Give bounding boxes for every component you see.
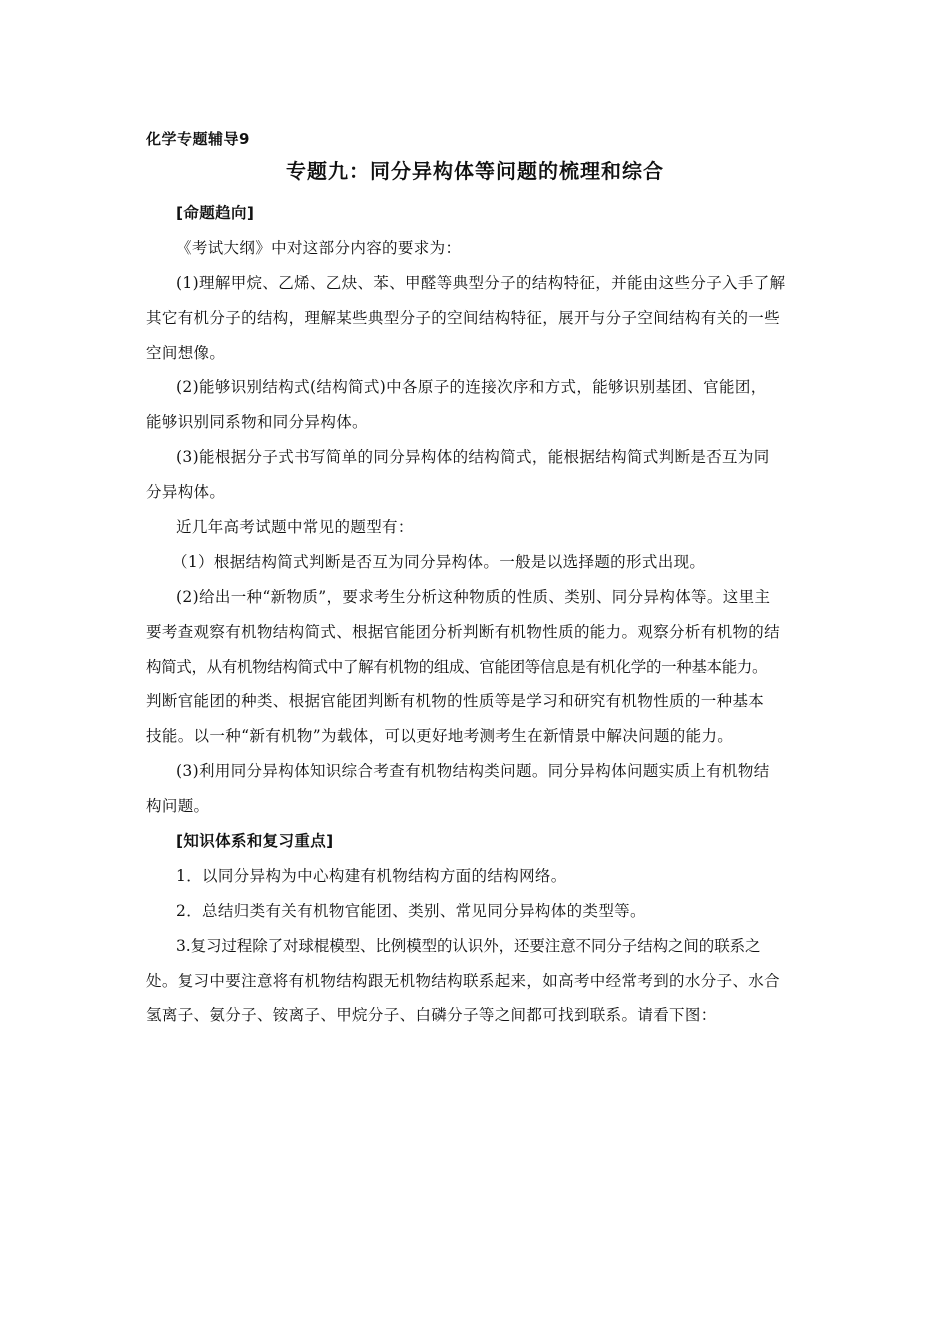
requirement-2-line-2: 能够识别同系物和同分异构体。 (146, 413, 368, 432)
question-type-2-line-2: 要考查观察有机物结构简式、根据官能团分析判断有机物性质的能力。观察分析有机物的结 (146, 622, 781, 641)
review-point-3-line-3: 氢离子、氨分子、铵离子、甲烷分子、白磷分子等之间都可找到联系。请看下图： (146, 1006, 717, 1025)
requirement-1-line-3: 空间想像。 (146, 343, 226, 362)
question-type-2-line-5: 技能。以一种“新有机物”为载体，可以更好地考测考生在新情景中解决问题的能力。 (146, 727, 734, 746)
review-point-2: 2．总结归类有关有机物官能团、类别、常见同分异构体的类型等。 (176, 901, 646, 920)
review-point-3-line-2: 处。复习中要注意将有机物结构跟无机物结构联系起来，如高考中经常考到的水分子、水合 (146, 971, 781, 990)
requirement-1-line-1: (1)理解甲烷、乙烯、乙炔、苯、甲醛等典型分子的结构特征，并能由这些分子入手了解 (176, 273, 786, 292)
series-label: 化学专题辅导9 (146, 130, 250, 148)
question-type-1: （1）根据结构简式判断是否互为同分异构体。一般是以选择题的形式出现。 (172, 552, 706, 571)
requirement-3-line-2: 分异构体。 (146, 483, 226, 502)
question-type-3-line-1: (3)利用同分异构体知识综合考查有机物结构类问题。同分异构体问题实质上有机物结 (176, 762, 770, 781)
question-type-2-line-3: 构简式，从有机物结构简式中了解有机物的组成、官能团等信息是有机化学的一种基本能力。 (146, 657, 768, 676)
document-title: 专题九：同分异构体等问题的梳理和综合 (286, 159, 664, 183)
review-point-3-line-1: 3.复习过程除了对球棍模型、比例模型的认识外，还要注意不同分子结构之间的联系之 (176, 936, 761, 955)
requirement-3-line-1: (3)能根据分子式书写简单的同分异构体的结构简式，能根据结构简式判断是否互为同 (176, 448, 770, 467)
requirement-1-line-2: 其它有机分子的结构，理解某些典型分子的空间结构特征，展开与分子空间结构有关的一些 (146, 308, 781, 327)
question-type-3-line-2: 构问题。 (146, 797, 210, 816)
section-heading-knowledge-system: [知识体系和复习重点] (176, 832, 334, 851)
requirement-2-line-1: (2)能够识别结构式(结构简式)中各原子的连接次序和方式，能够识别基团、官能团， (176, 378, 767, 397)
question-type-2-line-1: (2)给出一种“新物质”，要求考生分析这种物质的性质、类别、同分异构体等。这里主 (176, 587, 771, 606)
question-types-intro: 近几年高考试题中常见的题型有： (176, 518, 414, 537)
syllabus-intro: 《考试大纲》中对这部分内容的要求为： (176, 238, 462, 257)
review-point-1: 1．以同分异构为中心构建有机物结构方面的结构网络。 (176, 866, 567, 885)
document-body (146, 196, 810, 1033)
section-heading-exam-trend: [命题趋向] (176, 204, 255, 222)
question-type-2-line-4: 判断官能团的种类、根据官能团判断有机物的性质等是学习和研究有机物性质的一种基本 (146, 692, 765, 711)
